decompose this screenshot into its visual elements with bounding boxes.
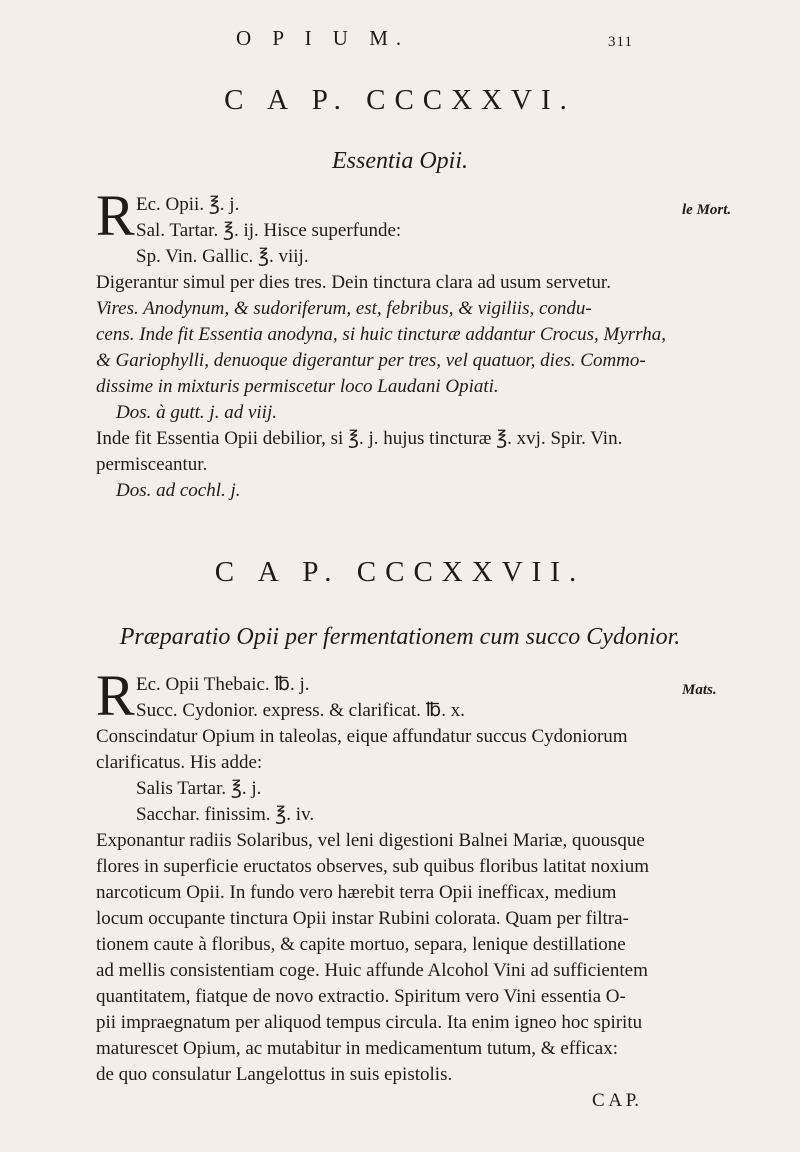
text-line: Exponantur radiis Solaribus, vel leni digestioni Balnei Mariæ, quousque <box>96 830 645 851</box>
text-line: Digerantur simul per dies tres. Dein tinctura clara ad usum servetur. <box>96 272 611 293</box>
catchword: C A P. <box>592 1090 640 1111</box>
text-line: Salis Tartar. ℥. j. <box>136 778 262 799</box>
text-line: maturescet Opium, ac mutabitur in medicamentum tutum, & efficax: <box>96 1038 618 1059</box>
section-title: Essentia Opii. <box>332 148 468 174</box>
text-line: Sp. Vin. Gallic. ℥. viij. <box>136 246 309 267</box>
text-line: Succ. Cydonior. express. & clarificat. ℔. x. <box>136 700 465 721</box>
text-line: quantitatem, fiatque de novo extractio. Spiritum vero Vini essentia O- <box>96 986 626 1007</box>
recipe-text <box>96 663 656 1114</box>
text-line: cens. Inde fit Essentia anodyna, si huic tincturæ addantur Crocus, Myrrha, <box>96 324 666 345</box>
section-title: Præparatio Opii per fermentationem cum succo Cydonior. <box>119 624 681 650</box>
text-line: dissime in mixturis permiscetur loco Laudani Opiati. <box>96 376 499 397</box>
text-line: flores in superficie eructatos observes, sub quibus floribus latitat noxium <box>96 856 649 877</box>
text-line: Ec. Opii. ℥. j. <box>136 194 240 215</box>
text-line: pii impraegnatum per aliquod tempus circula. Ita enim igneo hoc spiritu <box>96 1012 643 1033</box>
running-title: O P I U M. <box>236 26 410 50</box>
text-line: ad mellis consistentiam coge. Huic affunde Alcohol Vini ad sufficientem <box>96 960 648 981</box>
text-line: Sal. Tartar. ℥. ij. Hisce superfunde: <box>136 220 402 241</box>
text-line: tionem caute à floribus, & capite mortuo, separa, lenique destillatione <box>96 934 626 955</box>
text-line: de quo consulatur Langelottus in suis epistolis. <box>96 1064 453 1085</box>
drop-cap: R <box>96 183 135 248</box>
page-number: 311 <box>608 34 633 50</box>
drop-cap: R <box>96 663 135 728</box>
chapter-heading: C A P. CCCXXVI. <box>224 84 576 116</box>
text-line: Dos. à gutt. j. ad viij. <box>116 402 277 423</box>
margin-note: Mats. <box>682 682 717 698</box>
text-line: Sacchar. finissim. ℥. iv. <box>136 804 315 825</box>
text-line: Conscindatur Opium in taleolas, eique affundatur succus Cydoniorum <box>96 726 628 747</box>
text-line: Dos. ad cochl. j. <box>116 480 241 501</box>
margin-note: le Mort. <box>682 202 732 218</box>
text-line: clarificatus. His adde: <box>96 752 263 773</box>
text-line: Inde fit Essentia Opii debilior, si ℥. j. hujus tincturæ ℥. xvj. Spir. Vin. <box>96 428 623 449</box>
recipe-text <box>96 183 666 504</box>
running-head <box>0 26 800 56</box>
text-line: permisceantur. <box>96 454 208 475</box>
text-line: locum occupante tinctura Opii instar Rubini colorata. Quam per filtra- <box>96 908 629 929</box>
text-line: narcoticum Opii. In fundo vero hærebit terra Opii inefficax, medium <box>96 882 617 903</box>
text-line: & Gariophylli, denuoque digerantur per tres, vel quatuor, dies. Commo- <box>96 350 646 371</box>
chapter-heading: C A P. CCCXXVII. <box>214 556 586 588</box>
text-line: Ec. Opii Thebaic. ℔. j. <box>136 674 310 695</box>
text-line: Vires. Anodynum, & sudoriferum, est, febribus, & vigiliis, condu- <box>96 298 592 319</box>
